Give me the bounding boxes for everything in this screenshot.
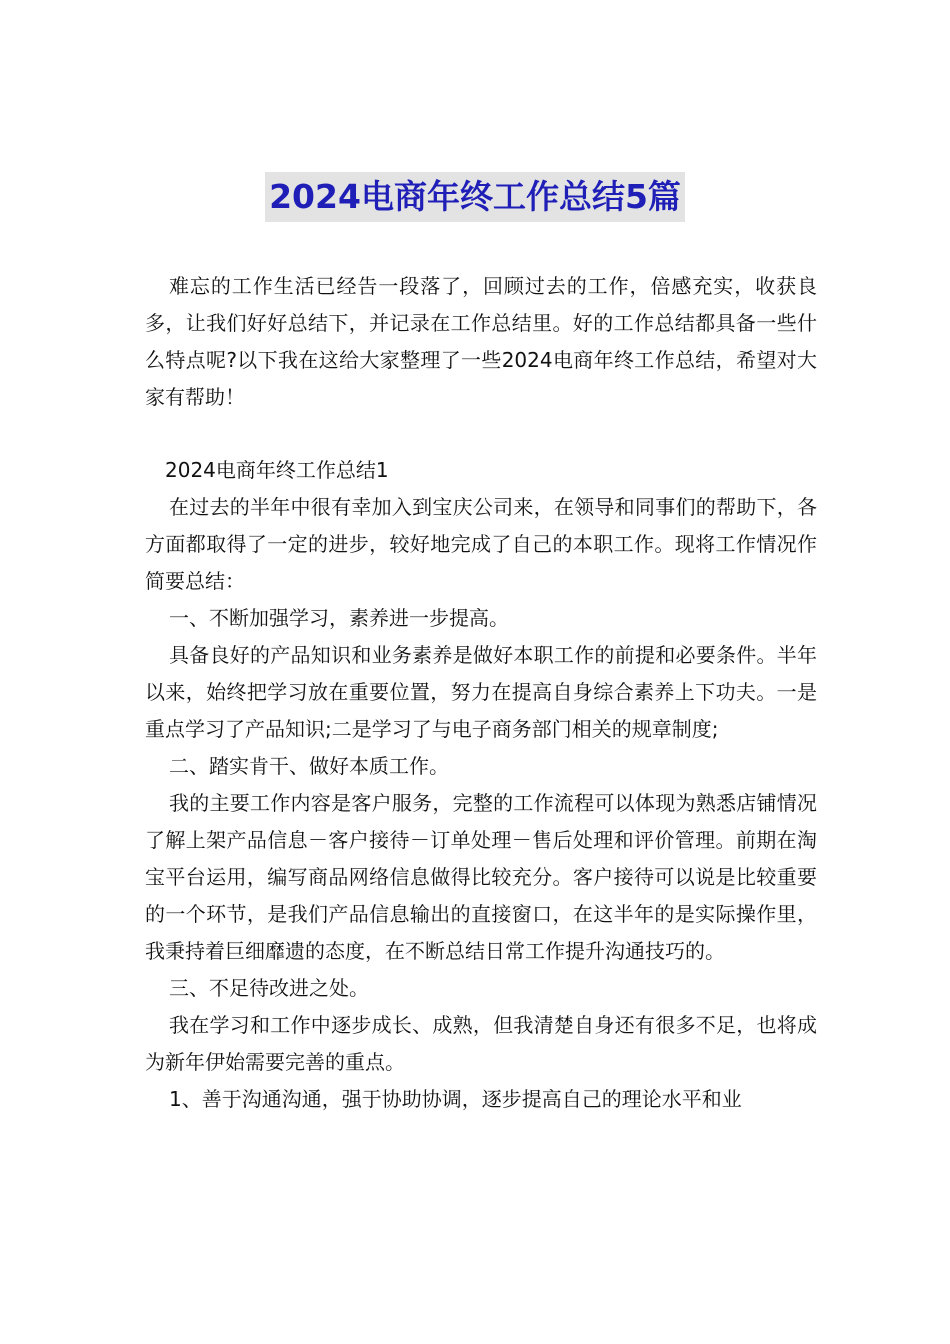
document-body [145,268,817,1118]
list-item: 1、善于沟通沟通，强于协助协调，逐步提高自己的理论水平和业 [169,1087,742,1111]
title-container [0,172,950,222]
point-heading: 一、不断加强学习，素养进一步提高。 [169,606,509,630]
section-heading: 2024电商年终工作总结1 [165,458,389,482]
body-paragraph: 我的主要工作内容是客户服务，完整的工作流程可以体现为熟悉店铺情况了解上架产品信息－客户接待－订单处理－售后处理和评价管理。前期在淘宝平台运用，编写商品网络信息做得比较充分。客户接待可以说是比较重要的一个环节，是我们产品信息输出的直接窗口，在这半年的是实际操作里，我秉持着巨细靡遗的态度，在不断总结日常工作提升沟通技巧的。 [145,791,817,963]
document-title: 2024电商年终工作总结5篇 [265,172,685,222]
body-paragraph: 具备良好的产品知识和业务素养是做好本职工作的前提和必要条件。半年以来，始终把学习放在重要位置，努力在提高自身综合素养上下功夫。一是重点学习了产品知识;二是学习了与电子商务部门相关的规章制度; [145,643,817,741]
point-heading: 二、踏实肯干、做好本质工作。 [169,754,449,778]
spacer [145,416,817,452]
point-heading: 三、不足待改进之处。 [169,976,369,1000]
body-paragraph: 我在学习和工作中逐步成长、成熟，但我清楚自身还有很多不足，也将成为新年伊始需要完善的重点。 [145,1013,817,1074]
body-paragraph: 在过去的半年中很有幸加入到宝庆公司来，在领导和同事们的帮助下，各方面都取得了一定的进步，较好地完成了自己的本职工作。现将工作情况作简要总结： [145,495,817,593]
intro-paragraph: 难忘的工作生活已经告一段落了，回顾过去的工作，倍感充实，收获良多，让我们好好总结下，并记录在工作总结里。好的工作总结都具备一些什么特点呢?以下我在这给大家整理了一些2024电商年终工作总结，希望对大家有帮助！ [145,274,817,409]
